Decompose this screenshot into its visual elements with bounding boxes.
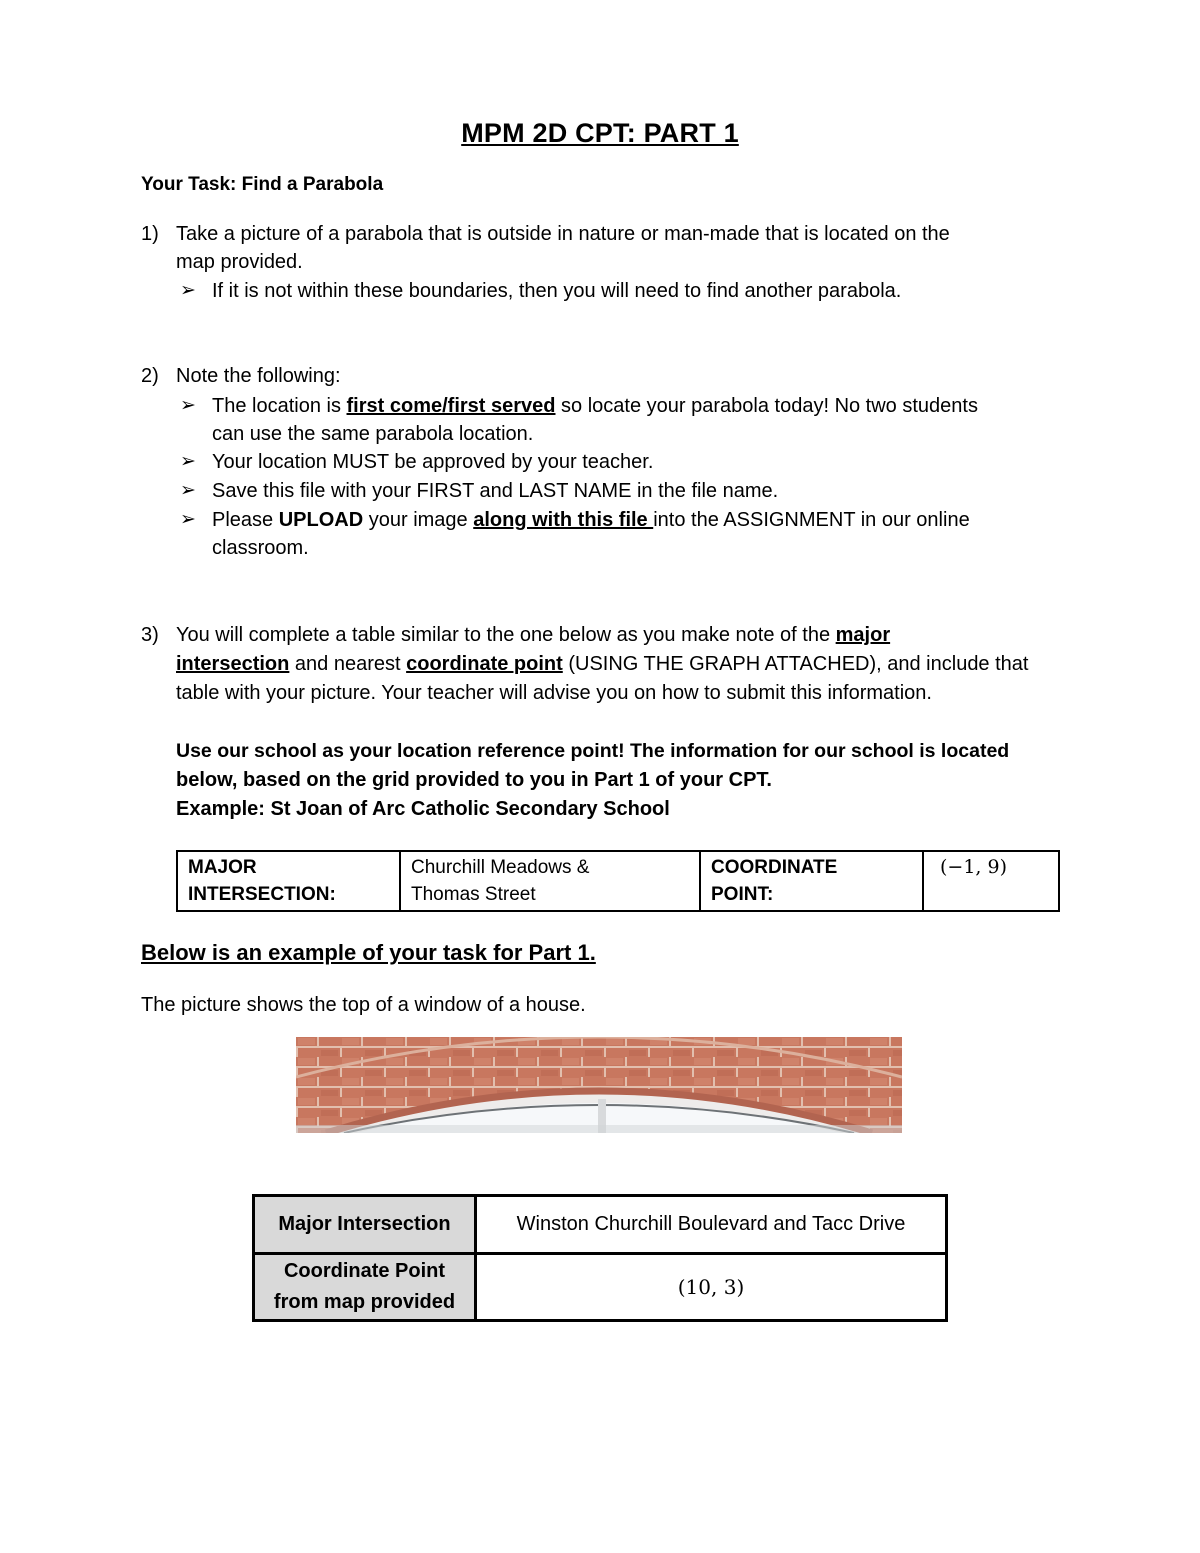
- school-location-table: [176, 850, 1060, 912]
- item-1-line-2: map provided.: [176, 251, 303, 273]
- bullet-arrow-icon: ➢: [180, 280, 196, 301]
- item-2-bullet-4: Please UPLOAD your image along with this file into the ASSIGNMENT in our online: [212, 509, 970, 531]
- item-3-line-1: You will complete a table similar to the one below as you make note of the major: [176, 624, 891, 646]
- example-heading: Below is an example of your task for Part 1.: [141, 940, 596, 965]
- task-heading: Your Task: Find a Parabola: [141, 174, 384, 195]
- major-intersection-value: Churchill Meadows & Thomas Street: [400, 851, 700, 911]
- item-2-bullet-1: The location is first come/first served so locate your parabola today! No two students: [212, 395, 978, 417]
- item-2-bullet-1-line-2: can use the same parabola location.: [212, 423, 534, 445]
- coordinate-point-label: COORDINATE POINT:: [700, 851, 923, 911]
- item-2-number: 2): [141, 365, 159, 387]
- table-row: [254, 1254, 947, 1321]
- reference-note-line-2: below, based on the grid provided to you in Part 1 of your CPT.: [176, 769, 772, 791]
- major-intersection-label: MAJOR INTERSECTION:: [177, 851, 400, 911]
- item-1-number: 1): [141, 223, 159, 245]
- bullet-arrow-icon: ➢: [180, 395, 196, 416]
- item-3-number: 3): [141, 624, 159, 646]
- item-2-bullet-3: Save this file with your FIRST and LAST NAME in the file name.: [212, 480, 779, 502]
- item-3-line-3: table with your picture. Your teacher will advise you on how to submit this information.: [176, 682, 932, 704]
- example-caption: The picture shows the top of a window of a house.: [141, 994, 586, 1016]
- major-intersection-header: Major Intersection: [254, 1196, 476, 1254]
- item-3-line-2: intersection and nearest coordinate point (USING THE GRAPH ATTACHED), and include that: [176, 653, 1029, 675]
- major-intersection-answer: Winston Churchill Boulevard and Tacc Drive: [476, 1196, 947, 1254]
- item-2-bullet-4-line-2: classroom.: [212, 537, 309, 559]
- bullet-arrow-icon: ➢: [180, 509, 196, 530]
- reference-note-line-1: Use our school as your location reference point! The information for our school is located: [176, 740, 1010, 762]
- item-2-bullet-2: Your location MUST be approved by your teacher.: [212, 451, 654, 473]
- bullet-arrow-icon: ➢: [180, 480, 196, 501]
- table-row: [254, 1196, 947, 1254]
- item-1-line-1: Take a picture of a parabola that is outside in nature or man-made that is located on the: [176, 223, 950, 245]
- coordinate-point-value: (−1, 9): [923, 851, 1059, 911]
- example-answer-table: [252, 1194, 948, 1322]
- coordinate-point-header: Coordinate Point from map provided: [254, 1254, 476, 1321]
- page-title: MPM 2D CPT: PART 1: [461, 118, 739, 148]
- reference-example-school: Example: St Joan of Arc Catholic Secondary School: [176, 798, 670, 820]
- bullet-arrow-icon: ➢: [180, 451, 196, 472]
- item-2-intro: Note the following:: [176, 365, 341, 387]
- item-1-bullet: If it is not within these boundaries, then you will need to find another parabola.: [212, 280, 902, 302]
- table-row: [177, 851, 1059, 911]
- window-arch-photo: [296, 1037, 902, 1133]
- coordinate-point-answer: (10, 3): [476, 1254, 947, 1321]
